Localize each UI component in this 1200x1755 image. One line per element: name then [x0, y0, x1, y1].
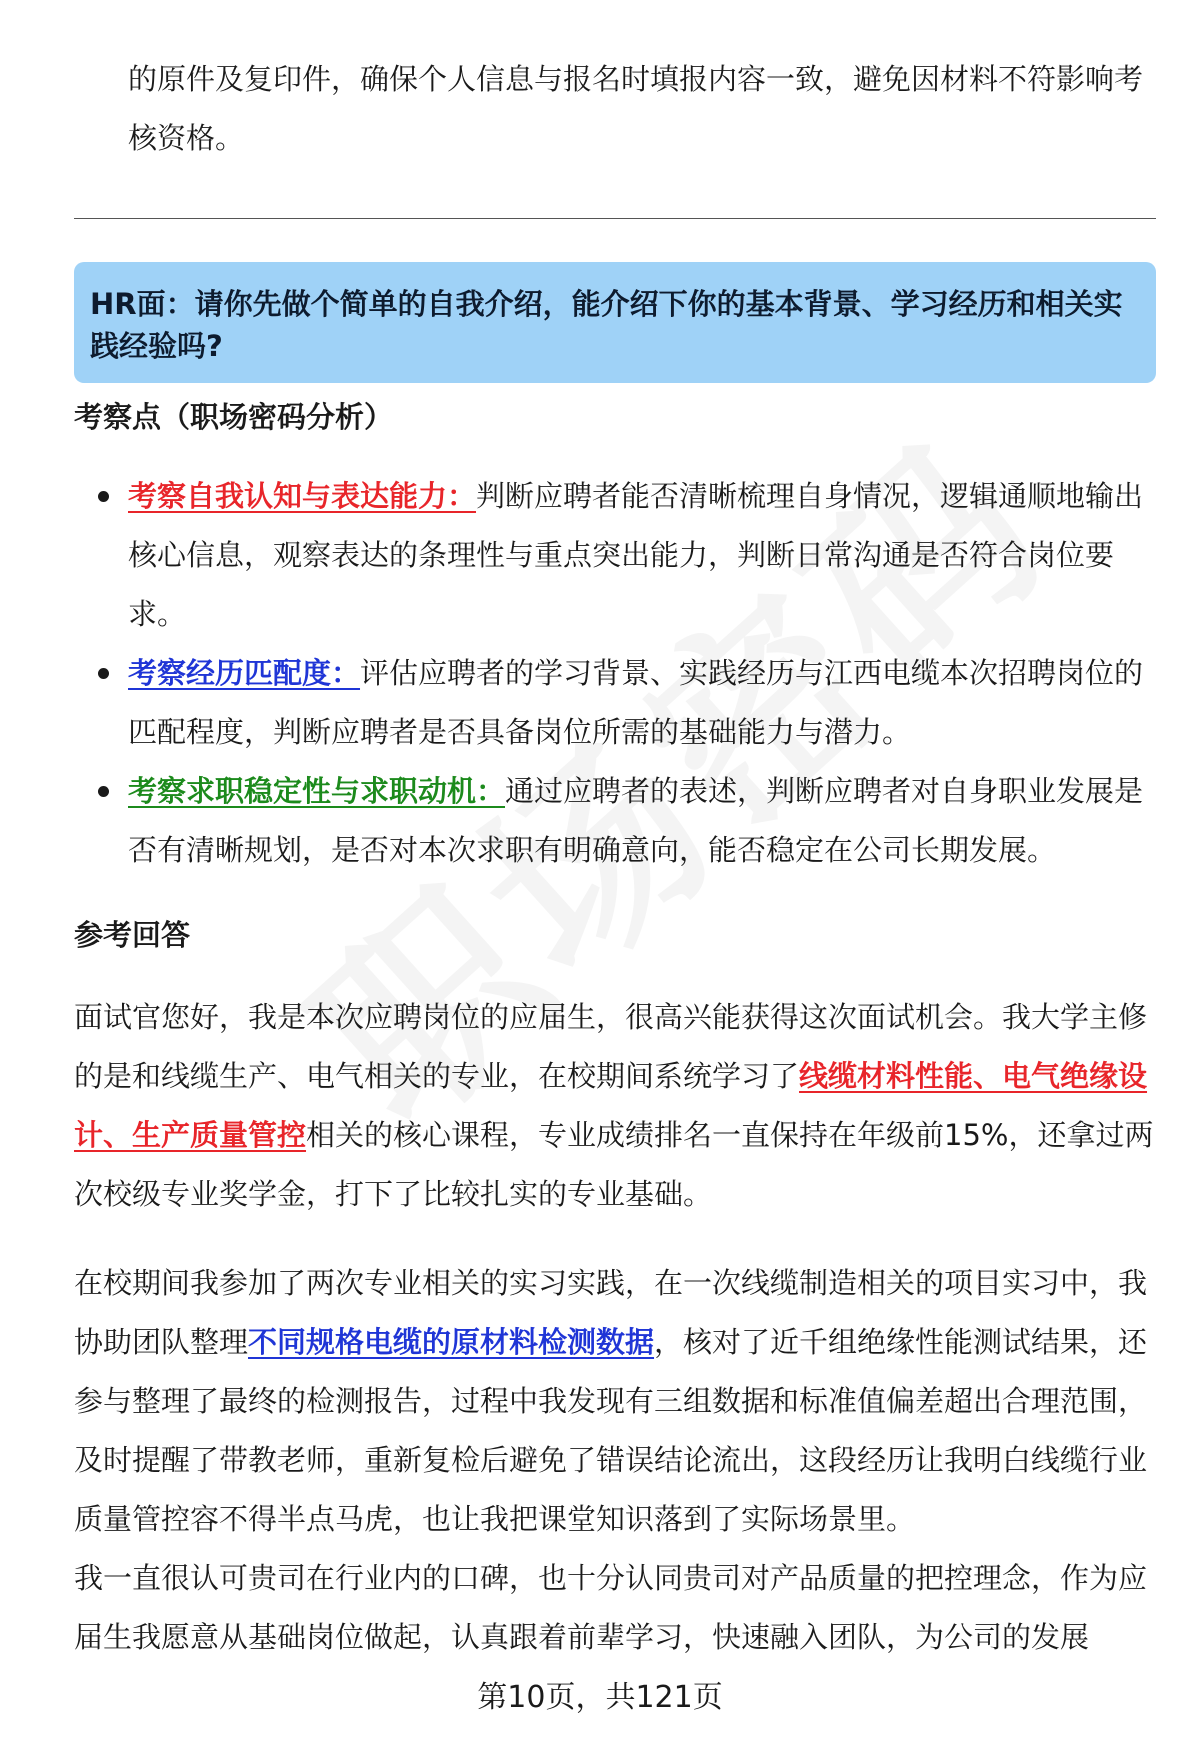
answer-heading: 参考回答	[74, 918, 191, 952]
page-number: 第10页，共121页	[477, 1680, 723, 1715]
answer-paragraph-1	[74, 988, 1156, 1224]
answer-paragraph-3: 我一直很认可贵司在行业内的口碑，也十分认同贵司对产品质量的把控理念，作为应届生我愿意从基础岗位做起，认真跟着前辈学习，快速融入团队，为公司的发展	[74, 1561, 1148, 1654]
question-box	[74, 262, 1156, 383]
analysis-item-experience-match	[74, 644, 1154, 762]
bullet-dot	[98, 491, 109, 502]
analysis-keyword: 考察求职稳定性与求职动机：	[128, 774, 506, 808]
answer-p2-before: 在校期间我参加了两次专业相关的实习实践，在一次线缆制造相关的项目实习中，我协助团队整理	[74, 1266, 1148, 1359]
analysis-keyword: 考察自我认知与表达能力：	[128, 479, 477, 513]
intro-paragraph: 的原件及复印件，确保个人信息与报名时填报内容一致，避免因材料不符影响考核资格。	[128, 62, 1144, 155]
answer-p2-after: ，核对了近千组绝缘性能测试结果，还参与整理了最终的检测报告，过程中我发现有三组数据和标准值偏差超出合理范围，及时提醒了带教老师，重新复检后避免了错误结论流出，这段经历让我明白线缆行业质量管控容不得半点马虎，也让我把课堂知识落到了实际场景里。	[74, 1325, 1148, 1536]
analysis-keyword: 考察经历匹配度：	[128, 656, 361, 690]
answer-p1-before: 面试官您好，我是本次应聘岗位的应届生，很高兴能获得这次面试机会。我大学主修的是和线缆生产、电气相关的专业，在校期间系统学习了	[74, 1000, 1148, 1093]
section-divider	[74, 218, 1156, 219]
answer-p2-highlight: 不同规格电缆的原材料检测数据	[248, 1325, 655, 1359]
analysis-item-stability-motivation	[74, 762, 1154, 880]
analysis-list	[74, 467, 1154, 880]
answer-paragraph-2	[74, 1254, 1156, 1549]
bullet-dot	[98, 668, 109, 679]
analysis-heading: 考察点（职场密码分析）	[74, 400, 394, 434]
analysis-text: 评估应聘者的学习背景、实践经历与江西电缆本次招聘岗位的匹配程度，判断应聘者是否具备岗位所需的基础能力与潜力。	[128, 656, 1144, 749]
question-text: HR面：请你先做个简单的自我介绍，能介绍下你的基本背景、学习经历和相关实践经验吗?	[90, 287, 1123, 363]
bullet-dot	[98, 786, 109, 797]
answer-p1-highlight: 线缆材料性能、电气绝缘设计、生产质量管控	[74, 1059, 1148, 1152]
analysis-item-self-awareness	[74, 467, 1154, 644]
analysis-text: 判断应聘者能否清晰梳理自身情况，逻辑通顺地输出核心信息，观察表达的条理性与重点突出能力，判断日常沟通是否符合岗位要求。	[128, 479, 1144, 631]
analysis-text: 通过应聘者的表述，判断应聘者对自身职业发展是否有清晰规划，是否对本次求职有明确意向，能否稳定在公司长期发展。	[128, 774, 1144, 867]
answer-p1-after: 相关的核心课程，专业成绩排名一直保持在年级前15%，还拿过两次校级专业奖学金，打下了比较扎实的专业基础。	[74, 1118, 1154, 1211]
